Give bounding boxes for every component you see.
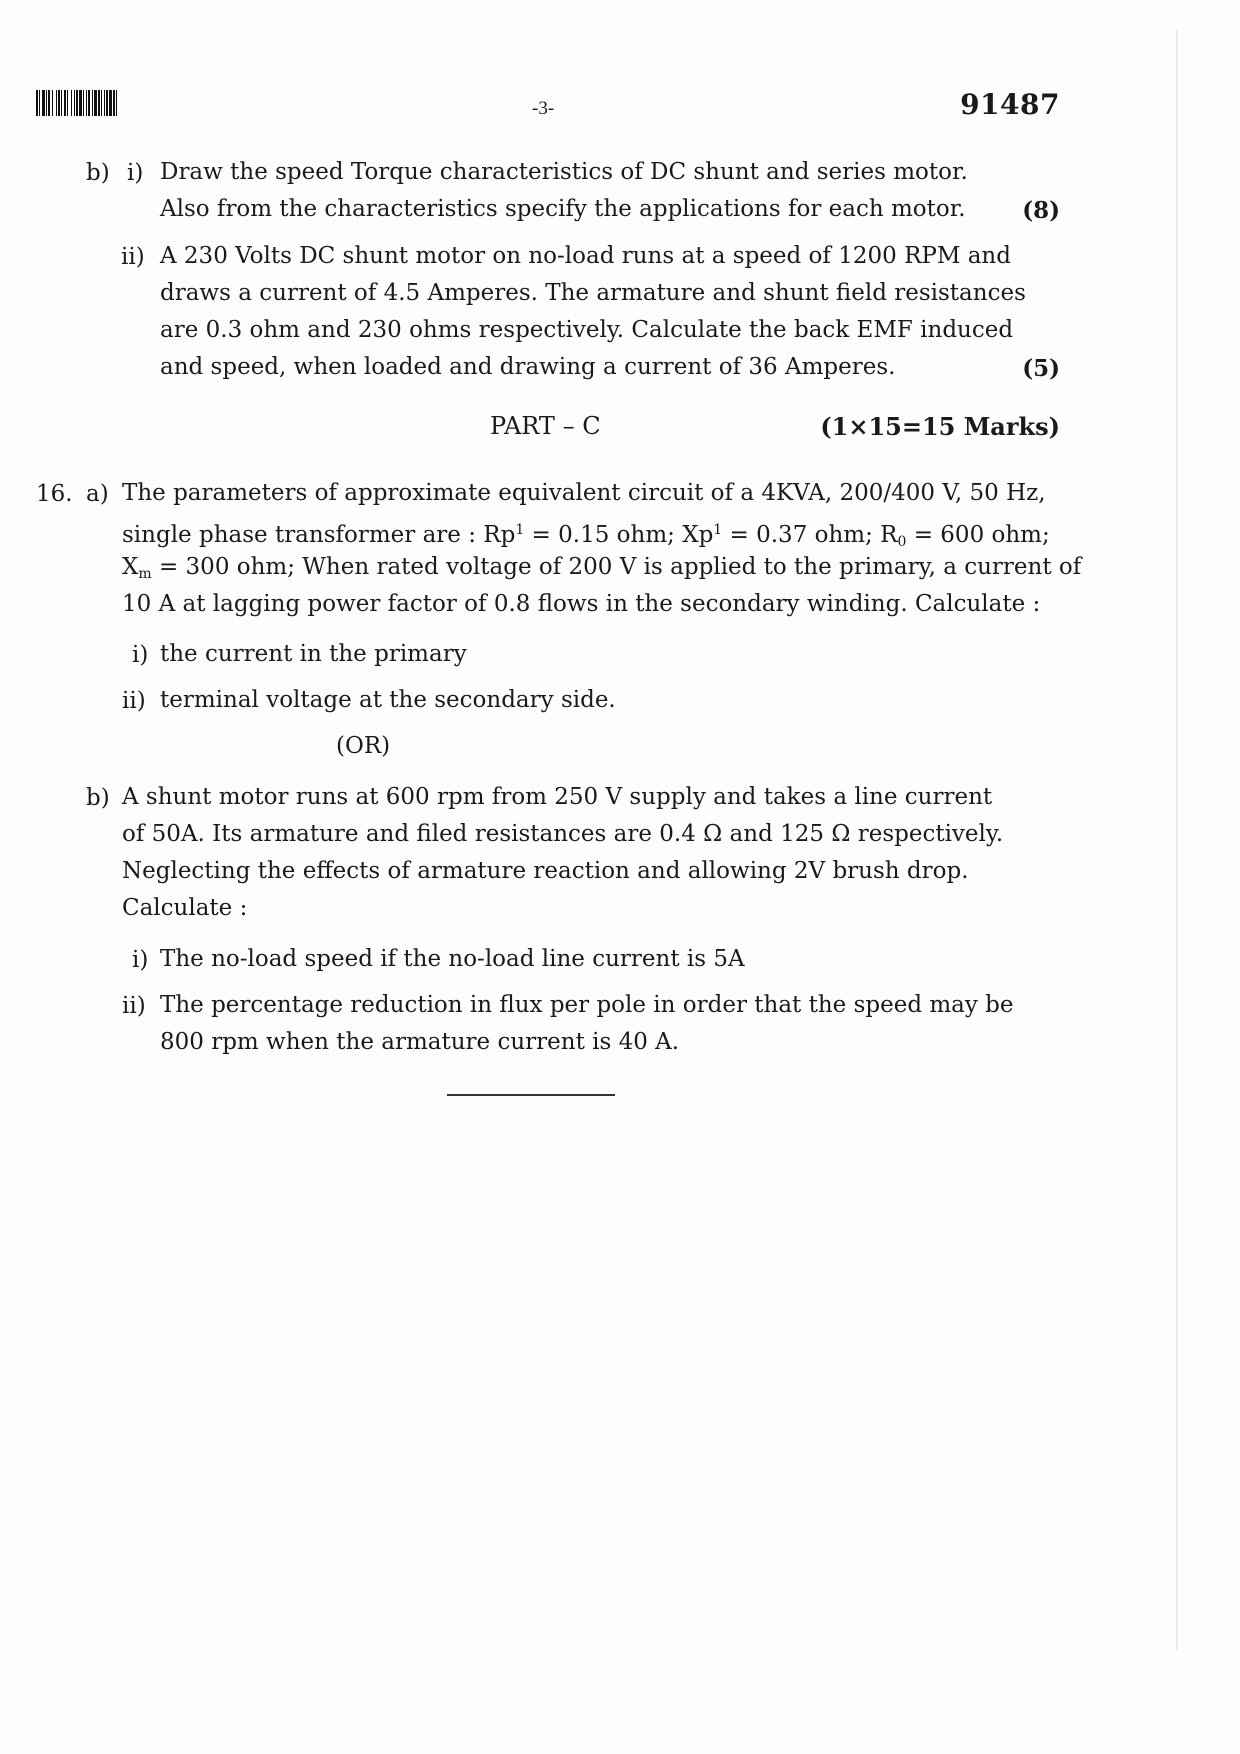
q16b-line1: A shunt motor runs at 600 rpm from 250 V supply and takes a line current (122, 784, 993, 810)
q16a-line2-sup1: 1 (515, 522, 525, 538)
scan-edge-shadow (1176, 30, 1178, 1650)
q16a-ii-text: terminal voltage at the secondary side. (160, 687, 616, 713)
q15b-ii-line4: and speed, when loaded and drawing a current of 36 Amperes. (160, 354, 896, 380)
q16b-line3: Neglecting the effects of armature reaction and allowing 2V brush drop. (122, 858, 969, 884)
q16-number: 16. (36, 481, 73, 507)
q15b-i-marks: (8) (1022, 197, 1060, 224)
q15b-ii-line3: are 0.3 ohm and 230 ohms respectively. Calculate the back EMF induced (160, 317, 1014, 343)
q16a-line1: The parameters of approximate equivalent circuit of a 4KVA, 200/400 V, 50 Hz, (122, 480, 1046, 506)
q16b-ii-line2: 800 rpm when the armature current is 40 A. (160, 1029, 680, 1055)
q15b-i-line1: Draw the speed Torque characteristics of DC shunt and series motor. (160, 159, 968, 185)
q15b-ii-line1: A 230 Volts DC shunt motor on no-load runs at a speed of 1200 RPM and (160, 243, 1011, 269)
q16a-line2-mid1: = 0.15 ohm; Xp (524, 522, 714, 548)
end-of-paper-rule (447, 1094, 615, 1096)
barcode (36, 90, 198, 116)
q15b-ii-label: ii) (121, 244, 145, 270)
q16a-i-label: i) (132, 642, 149, 668)
q16b-label: b) (86, 785, 110, 811)
q16a-line2-sup2: 1 (713, 522, 723, 538)
part-c-marks: (1×15=15 Marks) (820, 412, 1060, 441)
q16b-i-label: i) (132, 947, 149, 973)
q16b-line2: of 50A. Its armature and filed resistances are 0.4 Ω and 125 Ω respectively. (122, 821, 1004, 847)
q16a-line3-pre: X (122, 554, 139, 580)
q16a-i-text: the current in the primary (160, 641, 467, 667)
or-separator: (OR) (336, 733, 391, 759)
q16b-ii-line1: The percentage reduction in flux per pole in order that the speed may be (160, 992, 1014, 1018)
page-number: -3- (532, 98, 555, 119)
q16a-line3-post: = 300 ohm; When rated voltage of 200 V is applied to the primary, a current of (151, 554, 1082, 580)
q15b-label: b) (86, 160, 110, 186)
paper-code: 91487 (960, 88, 1060, 121)
q16a-line2-mid2: = 0.37 ohm; R (722, 522, 898, 548)
q15b-ii-marks: (5) (1022, 355, 1060, 382)
q16b-ii-label: ii) (122, 993, 146, 1019)
barcode-stripe (117, 90, 119, 116)
part-c-title: PART – C (490, 412, 601, 440)
q15b-i-line2: Also from the characteristics specify the applications for each motor. (160, 196, 966, 222)
q15b-ii-line2: draws a current of 4.5 Amperes. The armature and shunt field resistances (160, 280, 1026, 306)
q16a-line4: 10 A at lagging power factor of 0.8 flows in the secondary winding. Calculate : (122, 591, 1041, 617)
q15b-i-label: i) (127, 160, 144, 186)
q16a-line2-post: = 600 ohm; (906, 522, 1050, 548)
q16a-line2-sub: 0 (897, 534, 907, 550)
q16a-line2-pre: single phase transformer are : Rp (122, 522, 516, 548)
q16b-line4: Calculate : (122, 895, 248, 921)
q16a-label: a) (86, 481, 109, 507)
q16b-i-text: The no-load speed if the no-load line current is 5A (160, 946, 745, 972)
q16a-line3-sub: m (138, 566, 152, 582)
q16a-ii-label: ii) (122, 688, 146, 714)
